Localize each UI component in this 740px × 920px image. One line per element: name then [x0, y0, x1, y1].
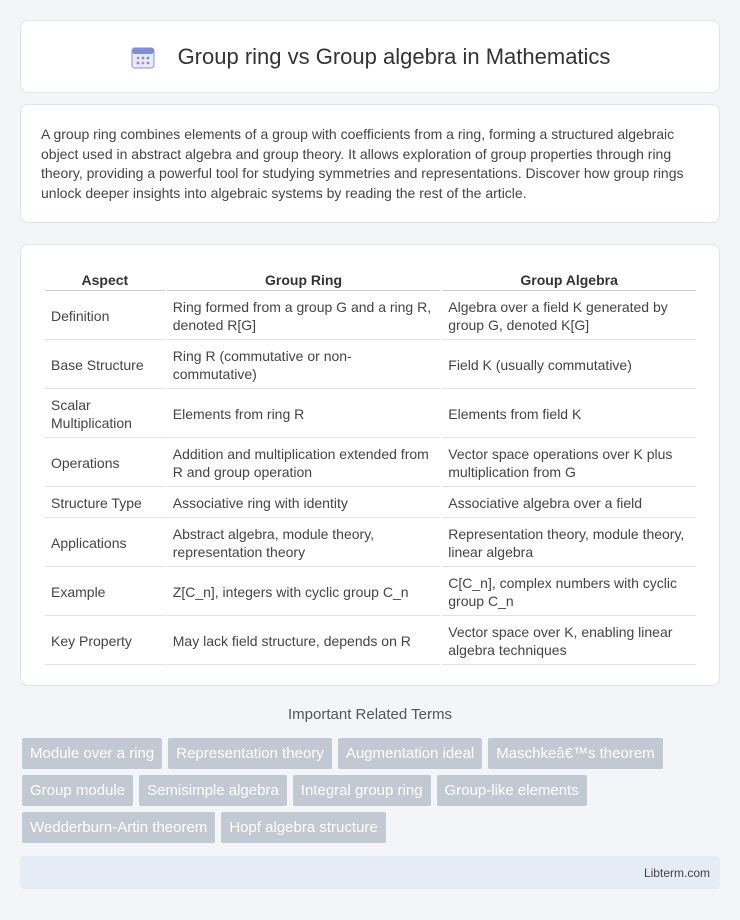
- related-term-tag[interactable]: Representation theory: [168, 738, 332, 769]
- comparison-card: [20, 244, 720, 686]
- table-row: [45, 342, 696, 389]
- title-card: [20, 20, 720, 93]
- table-cell: Associative ring with identity: [167, 489, 441, 518]
- table-cell: Vector space over K, enabling linear algebra techniques: [442, 618, 696, 665]
- calendar-icon: [130, 44, 156, 70]
- table-header: Group Ring: [167, 267, 441, 291]
- table-cell: Scalar Multiplication: [45, 391, 165, 438]
- table-cell: Elements from ring R: [167, 391, 441, 438]
- table-cell: Abstract algebra, module theory, representation theory: [167, 520, 441, 567]
- related-term-tag[interactable]: Group-like elements: [437, 775, 587, 806]
- table-cell: Z[C_n], integers with cyclic group C_n: [167, 569, 441, 616]
- table-row: [45, 440, 696, 487]
- table-cell: Ring formed from a group G and a ring R, denoted R[G]: [167, 293, 441, 340]
- table-header: Aspect: [45, 267, 165, 291]
- table-cell: Key Property: [45, 618, 165, 665]
- related-term-tag[interactable]: Integral group ring: [293, 775, 431, 806]
- related-term-tag[interactable]: Group module: [22, 775, 133, 806]
- table-cell: Base Structure: [45, 342, 165, 389]
- table-cell: Structure Type: [45, 489, 165, 518]
- table-cell: Applications: [45, 520, 165, 567]
- table-cell: Associative algebra over a field: [442, 489, 696, 518]
- table-cell: Vector space operations over K plus multiplication from G: [442, 440, 696, 487]
- comparison-table: [43, 265, 698, 667]
- related-term-tag[interactable]: Module over a ring: [22, 738, 162, 769]
- table-cell: Definition: [45, 293, 165, 340]
- related-term-tag[interactable]: Hopf algebra structure: [221, 812, 385, 843]
- table-cell: C[C_n], complex numbers with cyclic group C_n: [442, 569, 696, 616]
- related-term-tag[interactable]: Maschkeâ€™s theorem: [488, 738, 662, 769]
- footer: [20, 856, 720, 889]
- related-terms-list: [22, 738, 722, 843]
- related-term-tag[interactable]: Augmentation ideal: [338, 738, 482, 769]
- table-cell: Elements from field K: [442, 391, 696, 438]
- intro-text: A group ring combines elements of a group with coefficients from a ring, forming a structured algebraic object used in abstract algebra and group theory. It allows exploration of group properties through ring theory, providing a powerful tool for studying symmetries and representations. Discover how group rings unlock deeper insights into algebraic systems by reading the rest of the article.: [41, 126, 684, 201]
- table-cell: Algebra over a field K generated by group G, denoted K[G]: [442, 293, 696, 340]
- table-cell: Field K (usually commutative): [442, 342, 696, 389]
- table-row: [45, 569, 696, 616]
- page-title: Group ring vs Group algebra in Mathematics: [177, 43, 611, 69]
- related-term-tag[interactable]: Semisimple algebra: [139, 775, 287, 806]
- table-cell: Example: [45, 569, 165, 616]
- table-row: [45, 618, 696, 665]
- table-cell: Operations: [45, 440, 165, 487]
- table-cell: May lack field structure, depends on R: [167, 618, 441, 665]
- related-terms-title: Important Related Terms: [288, 706, 452, 723]
- related-term-tag[interactable]: Wedderburn-Artin theorem: [22, 812, 215, 843]
- table-cell: Addition and multiplication extended from R and group operation: [167, 440, 441, 487]
- table-row: [45, 293, 696, 340]
- table-row: [45, 489, 696, 518]
- table-row: [45, 520, 696, 567]
- table-row: [45, 391, 696, 438]
- footer-site-link[interactable]: Libterm.com: [643, 865, 710, 880]
- intro-card: [20, 104, 720, 223]
- table-cell: Representation theory, module theory, linear algebra: [442, 520, 696, 567]
- table-header: Group Algebra: [442, 267, 696, 291]
- table-cell: Ring R (commutative or non-commutative): [167, 342, 441, 389]
